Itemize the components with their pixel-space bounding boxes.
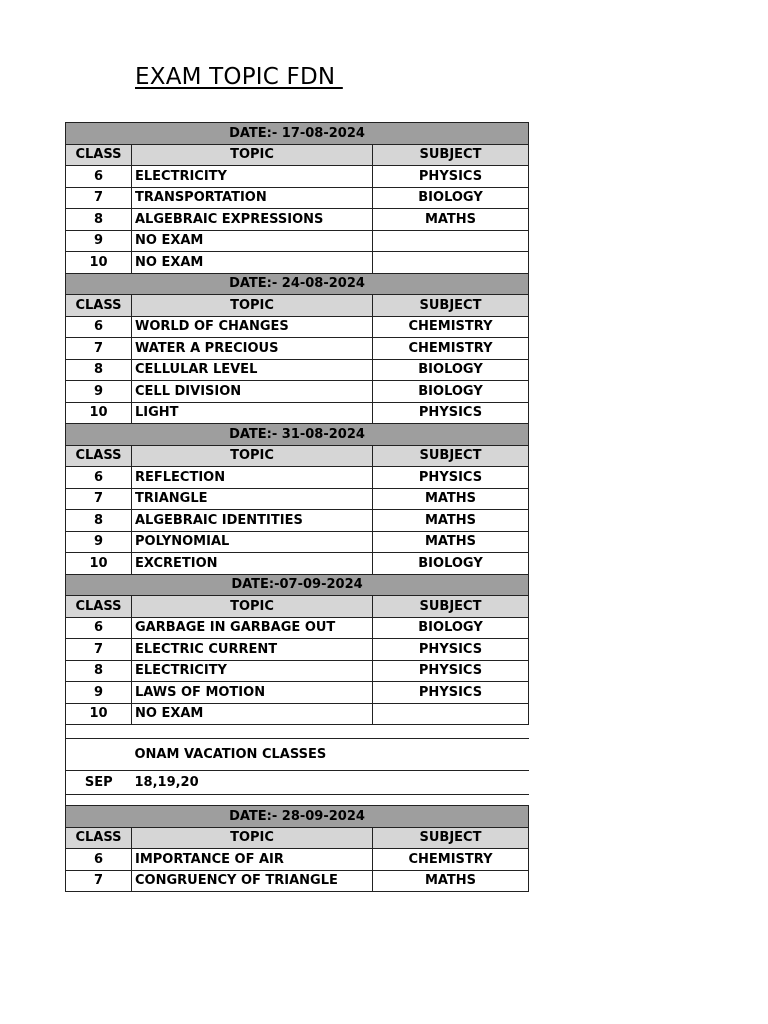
spacer-row (66, 795, 529, 806)
class-cell: 10 (66, 402, 132, 424)
subject-cell: PHYSICS (373, 467, 529, 489)
class-cell: 8 (66, 510, 132, 532)
topic-cell: CELLULAR LEVEL (132, 359, 373, 381)
class-cell: 10 (66, 553, 132, 575)
table-row (66, 230, 529, 252)
table-row (66, 660, 529, 682)
topic-cell: GARBAGE IN GARBAGE OUT (132, 617, 373, 639)
vacation-month: SEP (66, 771, 132, 795)
vacation-days: 18,19,20 (132, 771, 529, 795)
table-row (66, 703, 529, 725)
header-row (66, 596, 529, 618)
vacation-row (66, 739, 529, 771)
page-title: EXAM TOPIC FDN (135, 64, 343, 90)
table-row (66, 338, 529, 360)
exam-schedule-body (66, 123, 529, 892)
subject-cell: BIOLOGY (373, 553, 529, 575)
class-header: CLASS (66, 827, 132, 849)
class-cell: 6 (66, 316, 132, 338)
class-cell: 6 (66, 617, 132, 639)
date-row (66, 806, 529, 828)
topic-cell: TRIANGLE (132, 488, 373, 510)
topic-header: TOPIC (132, 295, 373, 317)
subject-cell: MATHS (373, 531, 529, 553)
table-row (66, 467, 529, 489)
topic-cell: WATER A PRECIOUS (132, 338, 373, 360)
subject-header: SUBJECT (373, 827, 529, 849)
class-cell: 8 (66, 209, 132, 231)
table-row (66, 617, 529, 639)
subject-cell: PHYSICS (373, 402, 529, 424)
subject-cell: MATHS (373, 510, 529, 532)
spacer-row (66, 725, 529, 739)
subject-cell: CHEMISTRY (373, 316, 529, 338)
class-cell: 10 (66, 252, 132, 274)
topic-cell: NO EXAM (132, 252, 373, 274)
table-row (66, 402, 529, 424)
header-row (66, 144, 529, 166)
subject-cell: PHYSICS (373, 682, 529, 704)
header-row (66, 295, 529, 317)
topic-cell: REFLECTION (132, 467, 373, 489)
class-cell: 9 (66, 230, 132, 252)
topic-header: TOPIC (132, 827, 373, 849)
subject-cell: MATHS (373, 209, 529, 231)
class-cell: 7 (66, 187, 132, 209)
subject-cell: PHYSICS (373, 639, 529, 661)
date-cell: DATE:- 24-08-2024 (66, 273, 529, 295)
vacation-empty-cell (66, 739, 132, 771)
topic-cell: IMPORTANCE OF AIR (132, 849, 373, 871)
table-row (66, 209, 529, 231)
table-row (66, 166, 529, 188)
class-cell: 7 (66, 870, 132, 892)
topic-cell: ELECTRICITY (132, 660, 373, 682)
class-cell: 9 (66, 531, 132, 553)
spacer-cell (66, 795, 529, 806)
header-row (66, 445, 529, 467)
table-row (66, 187, 529, 209)
subject-header: SUBJECT (373, 144, 529, 166)
subject-cell: BIOLOGY (373, 617, 529, 639)
table-row (66, 252, 529, 274)
class-cell: 6 (66, 467, 132, 489)
class-cell: 8 (66, 660, 132, 682)
topic-cell: ELECTRIC CURRENT (132, 639, 373, 661)
topic-cell: CONGRUENCY OF TRIANGLE (132, 870, 373, 892)
topic-cell: LAWS OF MOTION (132, 682, 373, 704)
class-header: CLASS (66, 596, 132, 618)
subject-cell: BIOLOGY (373, 381, 529, 403)
class-cell: 9 (66, 381, 132, 403)
class-cell: 10 (66, 703, 132, 725)
table-row (66, 359, 529, 381)
subject-cell: PHYSICS (373, 660, 529, 682)
date-cell: DATE:- 28-09-2024 (66, 806, 529, 828)
date-cell: DATE:-07-09-2024 (66, 574, 529, 596)
vacation-dates-row (66, 771, 529, 795)
subject-cell: MATHS (373, 488, 529, 510)
topic-header: TOPIC (132, 144, 373, 166)
subject-header: SUBJECT (373, 295, 529, 317)
topic-cell: ALGEBRAIC IDENTITIES (132, 510, 373, 532)
table-row (66, 510, 529, 532)
topic-cell: ALGEBRAIC EXPRESSIONS (132, 209, 373, 231)
class-cell: 7 (66, 639, 132, 661)
date-cell: DATE:- 31-08-2024 (66, 424, 529, 446)
date-row (66, 574, 529, 596)
table-row (66, 488, 529, 510)
topic-cell: TRANSPORTATION (132, 187, 373, 209)
topic-cell: NO EXAM (132, 703, 373, 725)
topic-header: TOPIC (132, 445, 373, 467)
table-row (66, 381, 529, 403)
exam-schedule-table (65, 122, 529, 892)
date-row (66, 123, 529, 145)
topic-cell: NO EXAM (132, 230, 373, 252)
date-cell: DATE:- 17-08-2024 (66, 123, 529, 145)
subject-cell (373, 252, 529, 274)
table-row (66, 849, 529, 871)
table-row (66, 639, 529, 661)
topic-cell: LIGHT (132, 402, 373, 424)
class-cell: 7 (66, 338, 132, 360)
vacation-label: ONAM VACATION CLASSES (134, 747, 327, 762)
subject-cell: PHYSICS (373, 166, 529, 188)
subject-cell: BIOLOGY (373, 359, 529, 381)
table-row (66, 870, 529, 892)
class-header: CLASS (66, 295, 132, 317)
class-cell: 6 (66, 166, 132, 188)
topic-cell: EXCRETION (132, 553, 373, 575)
topic-cell: CELL DIVISION (132, 381, 373, 403)
class-cell: 9 (66, 682, 132, 704)
table-row (66, 531, 529, 553)
subject-cell: CHEMISTRY (373, 338, 529, 360)
table-row (66, 682, 529, 704)
date-row (66, 424, 529, 446)
subject-cell (373, 703, 529, 725)
topic-cell: ELECTRICITY (132, 166, 373, 188)
subject-cell: CHEMISTRY (373, 849, 529, 871)
subject-header: SUBJECT (373, 596, 529, 618)
class-header: CLASS (66, 445, 132, 467)
subject-cell: MATHS (373, 870, 529, 892)
topic-header: TOPIC (132, 596, 373, 618)
table-row (66, 316, 529, 338)
class-cell: 6 (66, 849, 132, 871)
table-row (66, 553, 529, 575)
subject-cell: BIOLOGY (373, 187, 529, 209)
date-row (66, 273, 529, 295)
subject-cell (373, 230, 529, 252)
topic-cell: POLYNOMIAL (132, 531, 373, 553)
class-header: CLASS (66, 144, 132, 166)
class-cell: 8 (66, 359, 132, 381)
topic-cell: WORLD OF CHANGES (132, 316, 373, 338)
subject-header: SUBJECT (373, 445, 529, 467)
class-cell: 7 (66, 488, 132, 510)
spacer-cell (66, 725, 529, 739)
header-row (66, 827, 529, 849)
